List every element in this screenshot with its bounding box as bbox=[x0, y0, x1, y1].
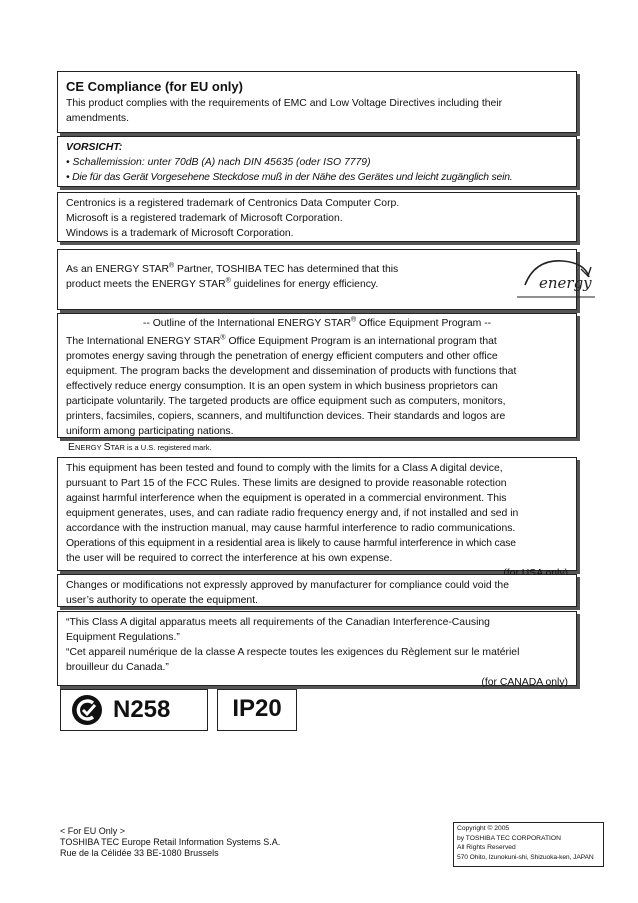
canada-box bbox=[57, 611, 577, 686]
trademarks-box bbox=[57, 192, 577, 242]
energy-star-mark-note: ENERGY STAR is a U.S. registered mark. bbox=[68, 442, 212, 453]
changes-box bbox=[57, 574, 577, 607]
fcc-line-6: Operations of this equipment in a residential area is likely to cause harmful interference in which case bbox=[66, 538, 516, 549]
canada-line-4: brouilleur du Canada.” bbox=[66, 662, 169, 673]
footer-line-1: < For EU Only > bbox=[60, 826, 126, 836]
ctick-number: N258 bbox=[113, 696, 171, 723]
outline-line-7: uniform among participating nations. bbox=[66, 426, 234, 437]
fcc-line-2: pursuant to Part 15 of the FCC Rules. These limits are designed to provide reasonable rotection bbox=[66, 478, 507, 489]
ce-title: CE Compliance (for EU only) bbox=[66, 79, 243, 94]
ip-rating-badge bbox=[217, 689, 297, 731]
copyright-line-1: Copyright © 2005 bbox=[457, 825, 510, 832]
fcc-line-3: against harmful interference when the equipment is operated in a commercial environment. This bbox=[66, 493, 507, 504]
trademark-line-3: Windows is a trademark of Microsoft Corporation. bbox=[66, 228, 294, 239]
copyright-line-4: 570 Ohito, Izunokuni-shi, Shizuoka-ken, JAPAN bbox=[457, 853, 594, 861]
vorsicht-title: VORSICHT: bbox=[66, 142, 123, 153]
footer-line-2: TOSHIBA TEC Europe Retail Information Systems S.A. bbox=[60, 837, 281, 847]
energy-star-text-1: As an ENERGY STAR® Partner, TOSHIBA TEC has determined that this bbox=[66, 262, 399, 275]
energy-star-logo bbox=[515, 255, 597, 301]
energy-star-text-2: product meets the ENERGY STAR® guidelines for energy efficiency. bbox=[66, 277, 379, 290]
canada-line-1: “This Class A digital apparatus meets all requirements of the Canadian Interference-Causing bbox=[66, 617, 490, 628]
vorsicht-box bbox=[57, 136, 577, 187]
ce-line-1: This product complies with the requirements of EMC and Low Voltage Directives including their bbox=[66, 98, 503, 109]
footer-line-3: Rue de la Célidée 33 BE-1080 Brussels bbox=[60, 848, 219, 858]
changes-line-2: user’s authority to operate the equipment. bbox=[66, 595, 258, 606]
energy-star-box bbox=[57, 249, 592, 310]
outline-line-5: participate voluntarily. The targeted products are office equipment such as computers, monitors, bbox=[66, 396, 506, 407]
copyright-line-3: All Rights Reserved bbox=[457, 844, 516, 851]
outline-heading: -- Outline of the International ENERGY STAR® Office Equipment Program -- bbox=[142, 316, 492, 329]
canada-line-2: Equipment Regulations.” bbox=[66, 632, 180, 643]
outline-line-2: promotes energy saving through the penetration of energy efficient computers and other office bbox=[66, 351, 498, 362]
canada-note: (for CANADA only) bbox=[481, 677, 568, 688]
copyright-line-2: by TOSHIBA TEC CORPORATION bbox=[457, 834, 561, 842]
copyright-box bbox=[453, 822, 604, 867]
outline-box bbox=[57, 313, 577, 438]
ce-compliance-box bbox=[57, 71, 577, 133]
svg-text:energy: energy bbox=[539, 274, 592, 292]
canada-line-3: “Cet appareil numérique de la classe A respecte toutes les exigences du Règlement sur le matériel bbox=[66, 647, 520, 658]
ip-rating-text: IP20 bbox=[232, 695, 282, 722]
trademark-line-2: Microsoft is a registered trademark of Microsoft Corporation. bbox=[66, 213, 343, 224]
ctick-badge bbox=[60, 689, 208, 731]
fcc-line-5: accordance with the instruction manual, may cause harmful interference to radio communications. bbox=[66, 523, 516, 534]
fcc-line-4: equipment generates, uses, and can radiate radio frequency energy and, if not installed and sed in bbox=[66, 508, 519, 519]
outline-line-1: The International ENERGY STAR® Office Equipment Program is an international program that bbox=[66, 334, 497, 347]
fcc-box bbox=[57, 457, 577, 571]
fcc-line-1: This equipment has been tested and found to comply with the limits for a Class A digital device, bbox=[66, 463, 503, 474]
outline-line-4: effectively reduce energy consumption. It is an open system in which business proprietors can bbox=[66, 381, 498, 392]
ce-line-2: amendments. bbox=[66, 113, 129, 124]
trademark-line-1: Centronics is a registered trademark of Centronics Data Computer Corp. bbox=[66, 198, 400, 209]
fcc-line-7: the user will be required to correct the interference at his own expense. bbox=[66, 553, 393, 564]
outline-line-6: printers, facsimiles, copiers, scanners, and multifunction devices. Their standards and logos are bbox=[66, 411, 506, 422]
footer-address bbox=[60, 826, 280, 859]
changes-line-1: Changes or modifications not expressly approved by manufacturer for compliance could void the bbox=[66, 580, 509, 591]
outline-line-3: equipment. The program backs the development and dissemination of products with functions that bbox=[66, 366, 517, 377]
c-tick-icon bbox=[71, 694, 103, 726]
vorsicht-line-1: • Schallemission: unter 70dB (A) nach DIN 45635 (oder ISO 7779) bbox=[66, 157, 371, 168]
vorsicht-line-2: • Die für das Gerät Vorgesehene Steckdose muß in der Nähe des Gerätes und leicht zugänglich sein. bbox=[66, 172, 513, 183]
